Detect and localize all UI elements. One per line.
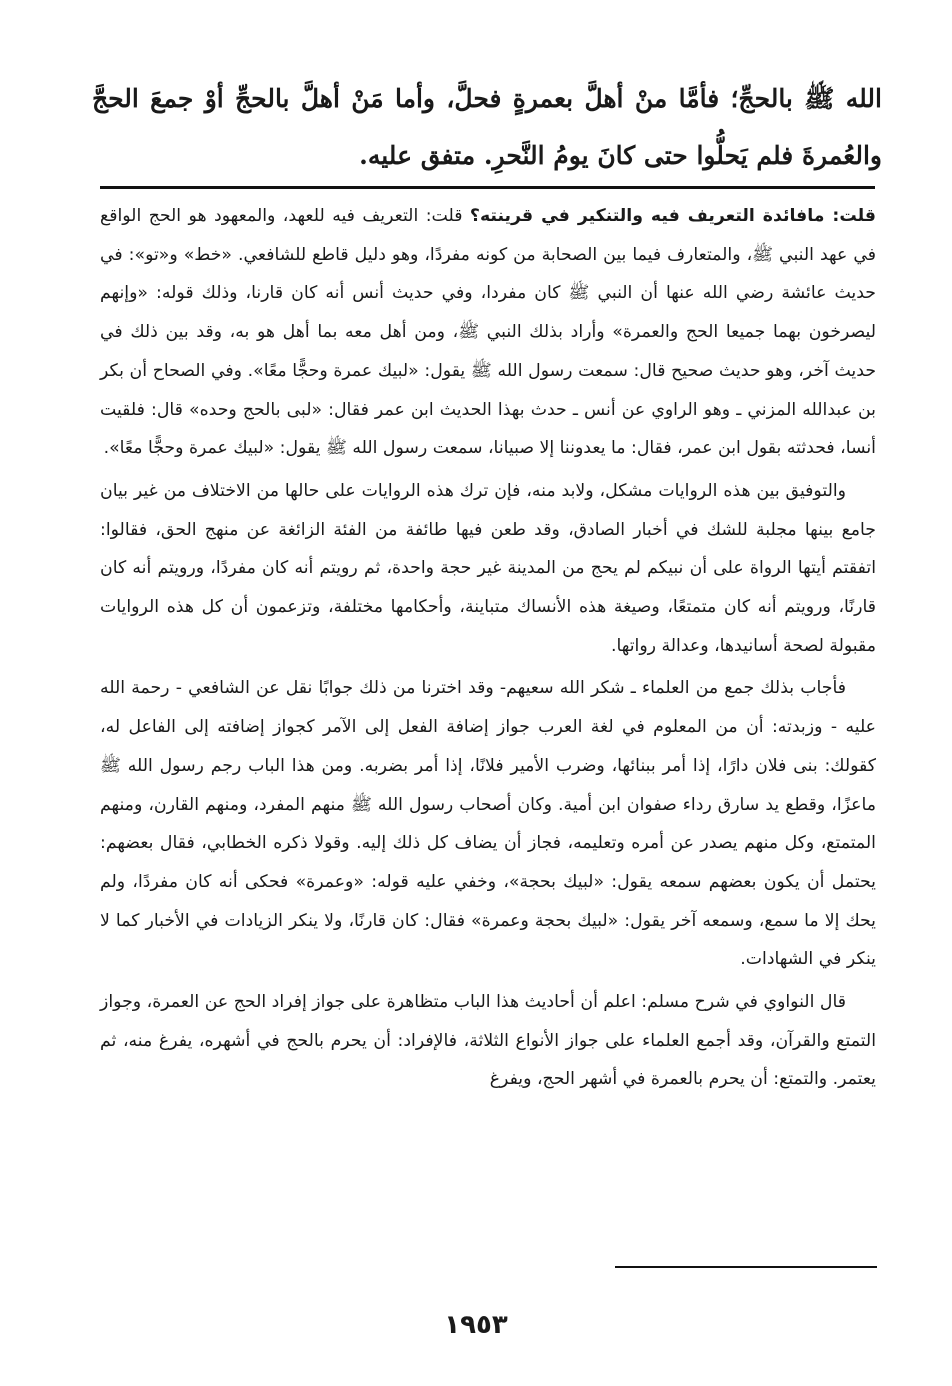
commentary-paragraph-1	[100, 197, 876, 468]
commentary-paragraph-2: والتوفيق بين هذه الروايات مشكل، ولابد منه، فإن ترك هذه الروايات على حالها من الاختلاف من غير بيان جامع بينها مجلبة للشك في أخبار الصادق، وقد طعن فيها طائفة من الفئة الزائغة عن منهج الحق، فقالوا: اتفقتم أيتها الرواة على أن نبيكم لم يحج من المدينة غير حجة واحدة، ثم رويتم أنه كان مفردًا، ورويتم أنه كان قارنًا، ورويتم أنه كان متمتعًا، وصيغة هذه الأنساك متباينة، وأحكامها مختلفة، وتزعمون أن كل هذه الروايات مقبولة لصحة أسانيدها، وعدالة رواتها.	[100, 480, 876, 656]
section-divider	[100, 186, 875, 189]
commentary-paragraph-4: قال النواوي في شرح مسلم: اعلم أن أحاديث هذا الباب متظاهرة على جواز إفراد الحج عن العمرة، وجواز التمتع والقرآن، وقد أجمع العلماء على جواز الأنواع الثلاثة، فالإفراد: أن يحرم بالحج في أشهره، يفرغ منه، ثم يعتمر. والتمتع: أن يحرم بالعمرة في أشهر الحج، ويفرغ	[100, 992, 876, 1090]
commentary-paragraph-3: فأجاب بذلك جمع من العلماء ـ شكر الله سعيهم- وقد اخترنا من ذلك جوابًا نقل عن الشافعي - رحمة الله عليه - وزبدته: أن من المعلوم في لغة العرب جواز إضافة الفعل إلى الآمر كجواز إضافته إلى الفاعل له، كقولك: بنى فلان دارًا، إذا أمر ببنائها، وضرب الأمير فلانًا، إذا أمر بضربه. ومن هذا الباب رجم رسول الله ﷺ ماعزًا، وقطع يد سارق رداء صفوان ابن أمية. وكان أصحاب رسول الله ﷺ منهم المفرد، ومنهم القارن، ومنهم المتمتع، وكل منهم يصدر عن أمره وتعليمه، فجاز أن يضاف كل ذلك إليه. وقولا ذكره الخطابي، فقال بعضهم: يحتمل أن يكون بعضهم سمعه يقول: «لبيك بحجة»، وخفي عليه قوله: «وعمرة» فحكى أنه كان مفردًا، ولم يحك إلا ما سمع، وسمعه آخر يقول: «لبيك بحجة وعمرة» فقال: كان قارنًا، ولا ينكر الزيادات في الأخبار كما لا ينكر في الشهادات.	[100, 678, 876, 970]
answer-text: قلت: التعريف فيه للعهد، والمعهود هو الحج الواقع في عهد النبي ﷺ، والمتعارف فيما بين الصحابة من كونه مفردًا، وهو دليل قاطع للشافعي. «خط» و«تو»: في حديث عائشة رضي الله عنها أن النبي ﷺ كان مفردا، وفي حديث أنس أنه كان قارنا، وذلك قوله: «وإنهم ليصرخون بهما جميعا الحج والعمرة» وأراد بذلك النبي ﷺ، ومن أهل معه بما أهل هو به، وقد بين ذلك في حديث آخر، وهو حديث صحيح قال: سمعت رسول الله ﷺ يقول: «لبيك عمرة وحجًّا معًا». وفي الصحاح أن بكر بن عبدالله المزني ـ وهو الراوي عن أنس ـ حدث بهذا الحديث ابن عمر فقال: «لبى بالحج وحده» قال: فلقيت أنسا، فحدثته بقول ابن عمر، فقال: ما يعدوننا إلا صبيانا، سمعت رسول الله ﷺ يقول: «لبيك عمرة وحجًّا معًا».	[100, 206, 876, 459]
commentary	[100, 197, 876, 1103]
footnote-divider	[615, 1266, 877, 1268]
page-number: ١٩٥٣	[444, 1310, 508, 1340]
hadith-text: الله ﷺ بالحجِّ؛ فأمَّا منْ أهلَّ بعمرةٍ فحلَّ، وأما مَنْ أهلَّ بالحجِّ أوْ جمعَ الحجَّ والعُمرةَ فلم يَحلُّوا حتى كانَ يومُ النَّحرِ. متفق عليه.	[92, 84, 882, 170]
question-heading: قلت: مافائدة التعريف فيه والتنكير في قرينته؟	[469, 206, 876, 226]
